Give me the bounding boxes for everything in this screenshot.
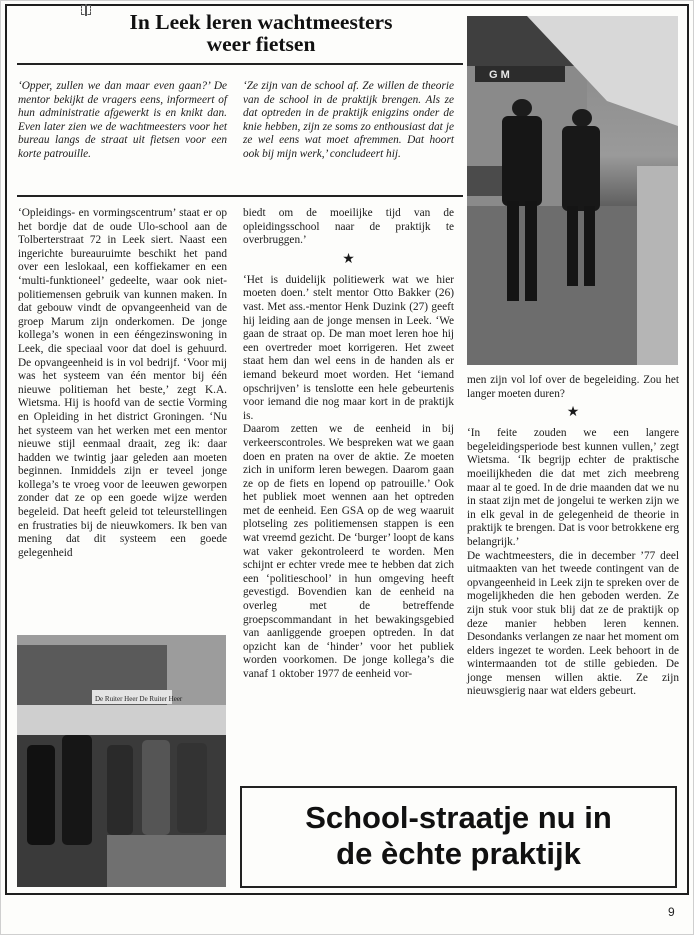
headline-line-2: de èchte praktijk	[336, 836, 581, 871]
intro-left-text: ‘Opper, zullen we dan maar even gaan?’ De mentor bekijkt de vragers eens, informeert of hun administratie afgewerkt is en knikt dan. Even later zien we de wachtmeesters voor het bureau langs de straat uit fietsen voor een korte patrouille.	[18, 80, 227, 160]
page-number: 9	[668, 905, 675, 919]
intro-right-column	[243, 80, 454, 162]
banner-text: De Ruiter Heer De Ruiter Heer	[95, 695, 183, 703]
body-text-2c: Daarom zetten we de eenheid in bij verkeerscontroles. We bespreken wat we gaan doen en praten na over de aktie. Ze moeten zich in uniform leren bewegen. Daarom gaan ze op de fiets en lopend op patrouille.’ Ook het publiek moet wennen aan het optreden met de eenheid. Een GSA op de weg waaruit plotseling zes politiemensen stappen is een wat vreemd gezicht. De ‘burger’ loopt de kans wat vaker gekontroleerd te worden. Men schijnt er echter vrede mee te hebben dat zich een ‘politieschool’ in hun omgeving heeft gevestigd. Bovendien kan de eenheid na overleg met de betreffende groepscommandant in het bewakingsgebied van aanliggende groepen optreden. In dat opzicht kan de ‘hinder’ voor het publiek worden voorkomen. De jonge kollega’s die vanaf 1 oktober 1977 de eenheid vor-	[243, 423, 454, 680]
body-text-3a: men zijn vol lof over de begeleiding. Zou het langer moeten duren?	[467, 374, 679, 400]
body-column-3	[467, 374, 679, 699]
headline-box	[240, 786, 677, 888]
section-star-1: ★	[342, 251, 355, 267]
body-column-1	[18, 207, 227, 560]
body-column-2	[243, 207, 454, 682]
intro-rule	[17, 195, 463, 197]
intro-right-text: ‘Ze zijn van de school af. Ze willen de theorie van de school in de praktijk brengen. Als ze dat optreden in de praktijk enigzins onder de knie hebben, zijn ze soms zo enthousiast dat je ze wel eens wat moet afremmen. Dat hoort ook bij mijn werk,’ concludeert hij.	[243, 80, 454, 160]
headline-line-1: School-straatje nu in	[305, 800, 612, 835]
photo-patrol-street	[17, 635, 226, 887]
body-text-1: ‘Opleidings- en vormingscentrum’ staat er op het bordje dat de oude Ulo-school aan de Tolberterstraat 72 in Leek siert. Naast een ingerichte bureauruimte beschikt het pand over een leslokaal, een koffiekamer en een ‘multi-funktioneel’ gedeelte, waar ook niet-politiemensen gebruik van kunnen maken. In dat gebouw vindt de opvangeenheid van de groep Marum zijn onderkomen. De jonge kollega’s wonen in een ééngezinswoning in Leek, die speciaal voor dat doel is gehuurd. De opvangeenheid is in vol bedrijf. ‘Voor mij was het systeem van één mentor bij één nieuwe politieman het beste,’ zegt K.A. Wietsma. Hij is hoofd van de sectie Vorming en Opleiding in het district Groningen. ‘Nu het systeem van het werken met een mentor nieuwe stijl eenmaal draait, zeg ik: daar hadden we twintig jaar geleden aan moeten beginnen. Inmiddels zijn er teveel jonge kollega’s te vroeg voor de leeuwen geworpen zonder dat ze op een goede wijze werden begeleid. Dat heeft geleid tot teleurstellingen en frustraties bij de nieuwkomers. Ik ben van mening dat dit systeem een goede gelegenheid	[18, 207, 227, 559]
title-line-1: In Leek leren wachtmeesters	[129, 10, 393, 34]
body-text-3c: De wachtmeesters, die in december ’77 deel uitmaakten van het tweede contingent van de opvangeenheid in Leek zijn te spreken over de mogelijkheden die hen geboden werden. Ze zijn stuk voor stuk blij dat ze de praktijk op deze manier hebben leren kennen. Desondanks verlangen ze naar het moment om elders ingezet te worden. Leek behoort in de wintermaanden tot de stille gebieden. De jonge mensen willen aktie. Ze zijn nieuwsgierig naar wat elders gebeurt.	[467, 549, 679, 698]
photo-1-illustration	[467, 16, 678, 365]
body-text-2a: biedt om de moeilijke tijd van de opleidingsschool naar de praktijk te overbruggen.’	[243, 207, 454, 247]
section-star-2: ★	[566, 405, 580, 421]
body-text-3b: ‘In feite zouden we een langere begeleidingsperiode best kunnen vullen,’ zegt Wietsma. ‘Ik begrijp echter de praktische moeilijkheden die dat met zich meebreng maar al te goed. In de drie maanden dat we nu in staat zijn met de jongelui te werken zijn we in elk geval in de gelegenheid de theorie in praktijk te brengen. Dat is voor betrokkene erg belangrijk.’	[467, 427, 679, 548]
body-text-2b: ‘Het is duidelijk politiewerk wat we hier moeten doen.’ stelt mentor Otto Bakker (26) vast. Met ass.-mentor Henk Duzink (27) geeft hij leiding aan de jonge mensen in Leek. ‘We gaan de straat op. De man moet leren hoe hij een overtreder moet korrigeren. Het zweet staat hem dan wel eens in de handen als er iemand bekeurd moet worden. Het ‘iemand opschrijven’ is tenslotte een hele gebeurtenis voor iemand die nog maar kort in de praktijk is.	[243, 273, 454, 422]
photo-wachtmeesters-market	[467, 16, 678, 365]
photo-2-illustration	[17, 635, 226, 887]
intro-left-column	[18, 80, 227, 162]
title-rule	[17, 63, 463, 65]
article-title	[71, 11, 451, 55]
shop-sign-text: G M	[489, 69, 510, 81]
title-line-2: weer fietsen	[206, 32, 316, 56]
